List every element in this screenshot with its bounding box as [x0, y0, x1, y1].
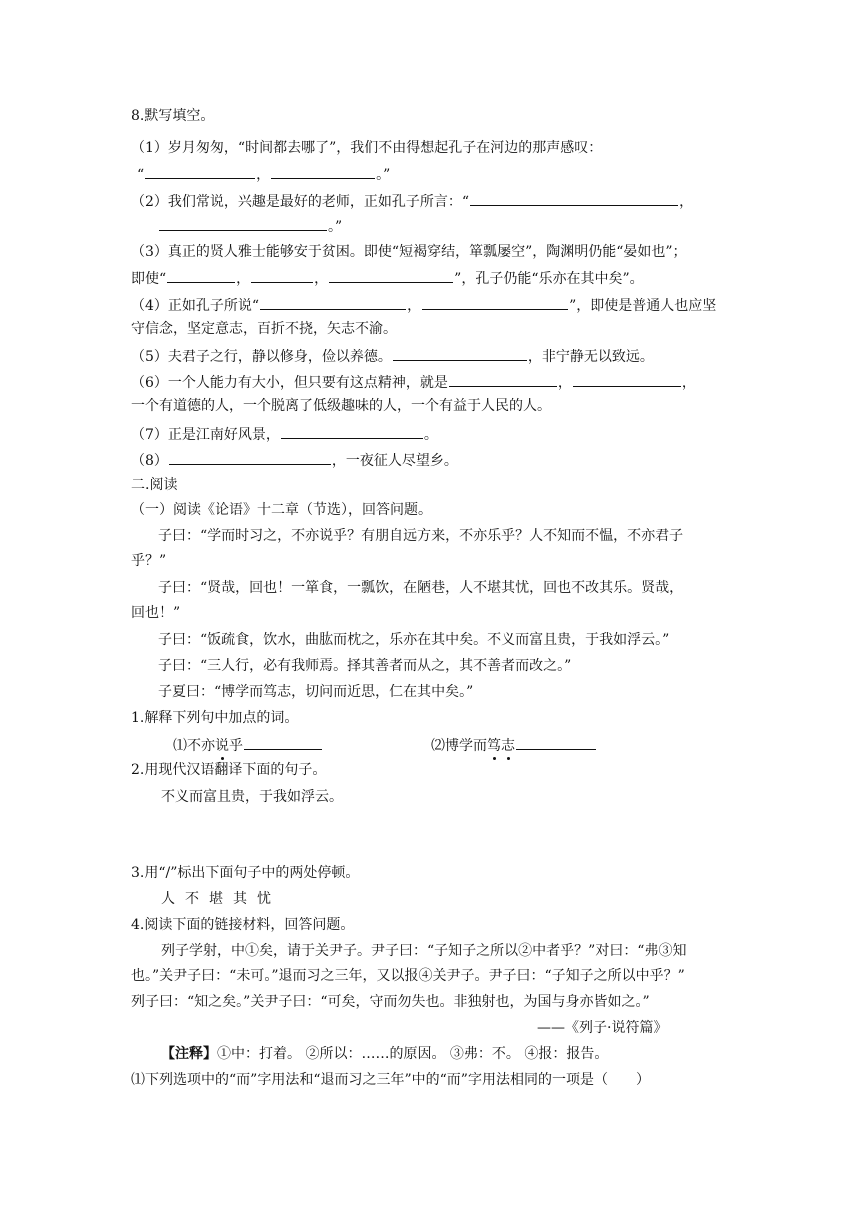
q8-item-2-line-1: （2）我们常说，兴趣是最好的老师，正如孔子所言：“ ， — [131, 191, 693, 211]
passage-para-5: 子夏曰：“博学而笃志，切问而近思，仁在其中矣。” — [158, 684, 474, 700]
question-4-1: ⑴下列选项中的“而”字用法和“退而习之三年”中的“而”字用法相同的一项是（ ） — [131, 1072, 650, 1088]
q8-item-3-line-2: 即使“ ， ， ”，孔子仍能“乐亦在其中矣”。 — [131, 268, 644, 288]
q8-item-1-line-2: “ ， 。” — [137, 164, 390, 184]
link-passage-line-1: 列子学射，中①矣，请于关尹子。尹子曰：“子知子之所以②中者乎？”对曰：“弗③知 — [161, 943, 687, 959]
answer-blank[interactable] — [145, 164, 255, 179]
question-1: 1.解释下列句中加点的词。 — [131, 710, 299, 726]
q8-item-4-line-1: （4）正如孔子所说“ ， ”，即使是普通人也应坚 — [131, 295, 716, 315]
answer-blank[interactable] — [260, 295, 406, 310]
answer-blank[interactable] — [516, 735, 596, 750]
answer-blank[interactable] — [167, 268, 235, 283]
passage-para-4: 子曰：“三人行，必有我师焉。择其善者而从之，其不善者而改之。” — [158, 658, 572, 674]
question-4: 4.阅读下面的链接材料，回答问题。 — [131, 917, 355, 933]
passage-para-1-line-1: 子曰：“学而时习之，不亦说乎？有朋自远方来，不亦乐乎？人不知而不愠，不亦君子 — [158, 528, 684, 544]
q8-item-3-line-1: （3）真正的贤人雅士能够安于贫困。即使“短褐穿结，箪瓢屡空”，陶渊明仍能“晏如也”； — [131, 244, 687, 260]
question-2-sentence: 不义而富且贵，于我如浮云。 — [161, 789, 343, 805]
passage-para-1-line-2: 乎？” — [131, 553, 167, 569]
question-1a: ⑴不亦说乎 — [173, 735, 323, 755]
q8-item-6-line-1: （6）一个人能力有大小，但只要有这点精神，就是 ， ， — [131, 372, 696, 392]
answer-blank[interactable] — [169, 450, 331, 465]
answer-blank[interactable] — [329, 268, 453, 283]
answer-blank[interactable] — [573, 372, 681, 387]
q8-item-4-line-2: 守信念，坚定意志，百折不挠，矢志不渝。 — [131, 321, 397, 337]
q8-item-7: （7）正是江南好风景， 。 — [131, 424, 438, 444]
answer-blank[interactable] — [159, 216, 327, 231]
passage-para-2-line-2: 回也！” — [131, 605, 181, 621]
answer-blank[interactable] — [271, 164, 375, 179]
question-1b: ⑵博学而笃志 — [431, 735, 597, 755]
answer-blank[interactable] — [422, 295, 568, 310]
question-2: 2.用现代汉语翻译下面的句子。 — [131, 762, 327, 778]
passage-para-3: 子曰：“饭疏食，饮水，曲肱而枕之，乐亦在其中矣。不义而富且贵，于我如浮云。” — [158, 632, 670, 648]
passage-para-2-line-1: 子曰：“贤哉，回也！一箪食，一瓢饮，在陋巷，人不堪其忧，回也不改其乐。贤哉， — [158, 580, 684, 596]
answer-blank[interactable] — [393, 346, 527, 361]
q8-item-2-line-2: 。” — [158, 216, 342, 236]
q8-item-6-line-2: 一个有道德的人，一个脱离了低级趣味的人，一个有益于人民的人。 — [131, 398, 551, 414]
q8-item-8: （8） ，一夜征人尽望乡。 — [131, 450, 458, 470]
answer-blank[interactable] — [281, 424, 423, 439]
answer-blank[interactable] — [449, 372, 557, 387]
link-passage-line-2: 也。”关尹子曰：“未可。”退而习之三年，又以报④关尹子。尹子曰：“子知子之所以中乎？” — [131, 968, 685, 984]
question-3-sentence: 人不堪其忧 — [161, 891, 281, 907]
section-heading: 二.阅读 — [131, 477, 178, 493]
answer-blank[interactable] — [251, 268, 313, 283]
dotted-char: 说 — [215, 738, 229, 754]
annotation-note: 【注释】①中：打着。 ②所以：……的原因。 ③弗：不。 ④报：报告。 — [161, 1046, 609, 1062]
answer-blank[interactable] — [470, 191, 678, 206]
dotted-char: 笃 — [487, 738, 501, 754]
q8-title: 8.默写填空。 — [131, 108, 215, 124]
q8-item-5: （5）夫君子之行，静以修身，俭以养德。 ，非宁静无以致远。 — [131, 346, 654, 366]
link-passage-line-3: 列子曰：“知之矣。”关尹子曰：“可矣，守而勿失也。非独射也，为国与身亦皆如之。” — [131, 994, 650, 1010]
reading-part-1-heading: （一）阅读《论语》十二章（节选），回答问题。 — [131, 502, 432, 518]
dotted-char: 志 — [501, 738, 515, 754]
question-3: 3.用“/”标出下面句子中的两处停顿。 — [131, 865, 360, 881]
q8-item-1-line-1: （1）岁月匆匆，“时间都去哪了”，我们不由得想起孔子在河边的那声感叹： — [131, 140, 603, 156]
answer-blank[interactable] — [244, 735, 322, 750]
passage-source: ——《列子·说符篇》 — [537, 1020, 668, 1036]
